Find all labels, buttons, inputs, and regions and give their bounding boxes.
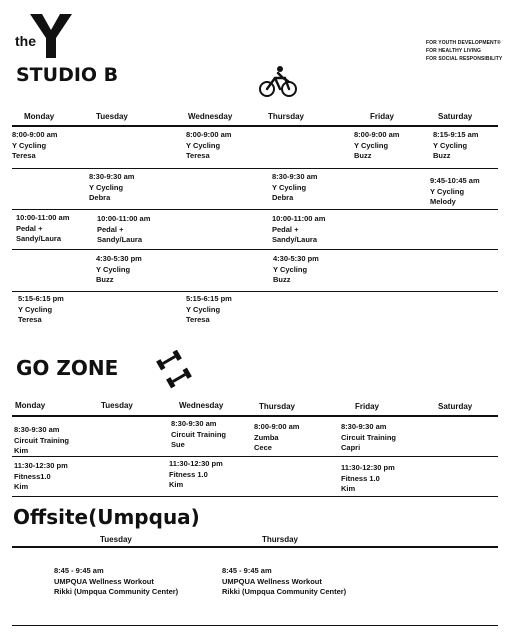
go-zone-day-tuesday: Tuesday — [101, 401, 133, 410]
go-zone-day-saturday: Saturday — [438, 402, 473, 411]
studio-b-day-saturday: Saturday — [438, 112, 473, 121]
studio-b-day-wednesday: Wednesday — [188, 112, 233, 121]
class-entry: 4:30-5:30 pm Y Cycling Buzz — [273, 254, 319, 284]
dumbbells-icon — [155, 350, 193, 390]
divider — [12, 209, 498, 210]
class-entry: 8:00-9:00 am Y Cycling Teresa — [186, 130, 232, 160]
go-zone-day-thursday: Thursday — [259, 402, 296, 411]
class-entry: 8:00-9:00 am Y Cycling Buzz — [354, 130, 400, 160]
offsite-day-thursday: Thursday — [262, 535, 299, 544]
tagline-2: FOR HEALTHY LIVING — [426, 48, 481, 54]
divider — [12, 415, 498, 417]
class-entry: 8:00-9:00 am Y Cycling Teresa — [12, 130, 58, 160]
offsite-day-tuesday: Tuesday — [100, 535, 132, 544]
class-entry: 8:30-9:30 am Circuit Training Kim — [14, 425, 70, 455]
class-entry: 8:45 - 9:45 am UMPQUA Wellness Workout Rikki (Umpqua Community Center) — [222, 566, 347, 596]
divider — [12, 249, 498, 250]
go-zone-day-monday: Monday — [15, 401, 46, 410]
class-entry: 8:30-9:30 am Y Cycling Debra — [89, 172, 135, 202]
studio-b-day-thursday: Thursday — [268, 112, 305, 121]
studio-b-day-tuesday: Tuesday — [96, 112, 128, 121]
go-zone-day-wednesday: Wednesday — [179, 401, 224, 410]
logo-the-text: the — [15, 33, 36, 49]
class-entry: 4:30-5:30 pm Y Cycling Buzz — [96, 254, 142, 284]
divider — [12, 456, 498, 457]
class-entry: 5:15-6:15 pm Y Cycling Teresa — [186, 294, 232, 324]
class-entry: 9:45-10:45 am Y Cycling Melody — [430, 176, 480, 206]
offsite-title: Offsite(Umpqua) — [13, 505, 200, 529]
class-entry: 10:00-11:00 am Pedal + Sandy/Laura — [97, 214, 151, 244]
class-entry: 11:30-12:30 pm Fitness 1.0 Kim — [169, 459, 223, 489]
class-entry: 8:30-9:30 am Circuit Training Capri — [341, 422, 397, 452]
studio-b-title: STUDIO B — [16, 64, 119, 86]
divider — [12, 546, 498, 548]
class-entry: 8:15-9:15 am Y Cycling Buzz — [433, 130, 479, 160]
class-entry: 10:00-11:00 am Pedal + Sandy/Laura — [272, 214, 326, 244]
go-zone-title: GO ZONE — [16, 356, 119, 380]
divider — [12, 496, 498, 497]
studio-b-day-monday: Monday — [24, 112, 55, 121]
class-entry: 10:00-11:00 am Pedal + Sandy/Laura — [16, 213, 70, 243]
bicycle-icon — [259, 64, 297, 98]
class-entry: 8:00-9:00 am Zumba Cece — [254, 422, 300, 452]
divider — [12, 125, 498, 127]
studio-b-day-friday: Friday — [370, 112, 395, 121]
divider — [12, 625, 498, 626]
divider — [12, 168, 498, 169]
ymca-logo-icon — [30, 14, 72, 58]
tagline-3: FOR SOCIAL RESPONSIBILITY — [426, 56, 503, 62]
tagline-1: FOR YOUTH DEVELOPMENT® — [426, 40, 501, 46]
class-entry: 11:30-12:30 pm Fitness1.0 Kim — [14, 461, 68, 491]
class-entry: 8:30-9:30 am Y Cycling Debra — [272, 172, 318, 202]
go-zone-day-friday: Friday — [355, 402, 380, 411]
class-entry: 8:45 - 9:45 am UMPQUA Wellness Workout Rikki (Umpqua Community Center) — [54, 566, 179, 596]
class-entry: 5:15-6:15 pm Y Cycling Teresa — [18, 294, 64, 324]
divider — [12, 291, 498, 292]
class-entry: 8:30-9:30 am Circuit Training Sue — [171, 419, 227, 449]
class-entry: 11:30-12:30 pm Fitness 1.0 Kim — [341, 463, 395, 493]
